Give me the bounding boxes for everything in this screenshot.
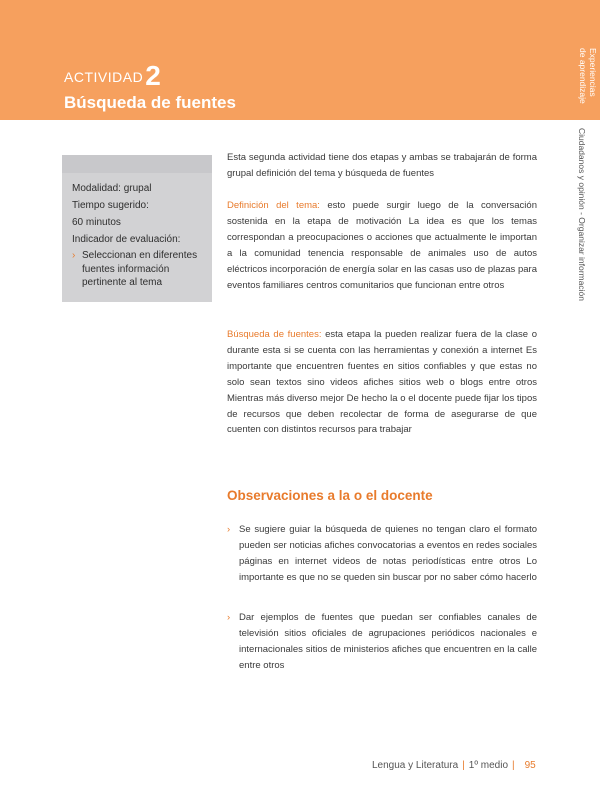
indicador-text: Seleccionan en diferentes fuentes información pertinente al tema	[82, 250, 198, 288]
observaciones-heading: Observaciones a la o el docente	[227, 488, 433, 503]
footer-level: 1º medio	[468, 760, 509, 771]
page-number: 95	[524, 760, 536, 771]
definicion-label: Definición del tema:	[227, 200, 320, 211]
observacion-text-2: Dar ejemplos de fuentes que puedan ser confiables canales de televisión sitios oficiales de agrupaciones periódicos nacionales e internacionales sitios de ministerios afiches que encuentren en la calle entre otros	[239, 612, 537, 671]
indicador-item	[72, 249, 206, 290]
indicador-label: Indicador de evaluación:	[72, 234, 181, 245]
side-label-experiencias	[578, 48, 598, 104]
activity-info-box	[62, 155, 212, 302]
footer-separator: |	[512, 760, 515, 771]
page-title: Búsqueda de fuentes	[64, 93, 236, 112]
busqueda-paragraph	[227, 327, 537, 438]
activity-number: 2	[145, 60, 162, 91]
tiempo-value: 60 minutos	[72, 217, 121, 228]
observacion-item-2	[227, 610, 537, 674]
footer-subject: Lengua y Literatura	[372, 760, 459, 771]
side-label-line-2: de aprendizaje	[578, 48, 588, 104]
definicion-paragraph	[227, 198, 537, 293]
definicion-text: esto puede surgir luego de la conversación sostenida en la etapa de motivación La idea es que los temas correspondan a preocupaciones o acciones que actualmente le importan a la comunidad tenencia responsable de animales uso de autos eléctricos incorporación de energía solar en las casas uso de plazas para eventos familiares centros comunitarios que funcionan entre otros	[227, 200, 537, 291]
bullet-icon: ›	[227, 612, 231, 623]
info-box-stripe	[62, 155, 212, 173]
activity-label	[64, 60, 161, 92]
tiempo-label: Tiempo sugerido:	[72, 200, 149, 211]
side-label-unit: Ciudadanos y opinión - Organizar información	[577, 128, 587, 301]
observacion-item-1	[227, 522, 537, 586]
activity-word: ACTIVIDAD	[64, 69, 144, 85]
observacion-text-1: Se sugiere guiar la búsqueda de quienes no tengan claro el formato pueden ser noticias afiches convocatorias a eventos en redes sociales páginas en internet videos de notas periodísticas entre otros Lo importante es que no se queden sin buscar por no saber cómo hacerlo	[239, 524, 537, 583]
bullet-icon: ›	[72, 250, 76, 261]
page-footer	[372, 760, 536, 771]
bullet-icon: ›	[227, 524, 231, 535]
intro-paragraph: Esta segunda actividad tiene dos etapas y ambas se trabajarán de forma grupal definición del tema y búsqueda de fuentes	[227, 152, 537, 179]
busqueda-text: esta etapa la pueden realizar fuera de la clase o durante esta si se cuenta con las herramientas y conexión a internet Es importante que encuentren fuentes en sitios confiables y que estas no solo sean textos sino videos afiches sitios web o blogs entre otros Mientras más diverso mejor De hecho la o el docente puede fijar los tipos de recursos que deben recolectar de forma de asegurarse de que cuenten con distintos recursos para trabajar	[227, 329, 537, 436]
footer-separator: |	[462, 760, 465, 771]
modalidad: Modalidad: grupal	[72, 183, 152, 194]
side-label-line-1: Experiencias	[588, 48, 598, 97]
busqueda-label: Búsqueda de fuentes:	[227, 329, 322, 340]
